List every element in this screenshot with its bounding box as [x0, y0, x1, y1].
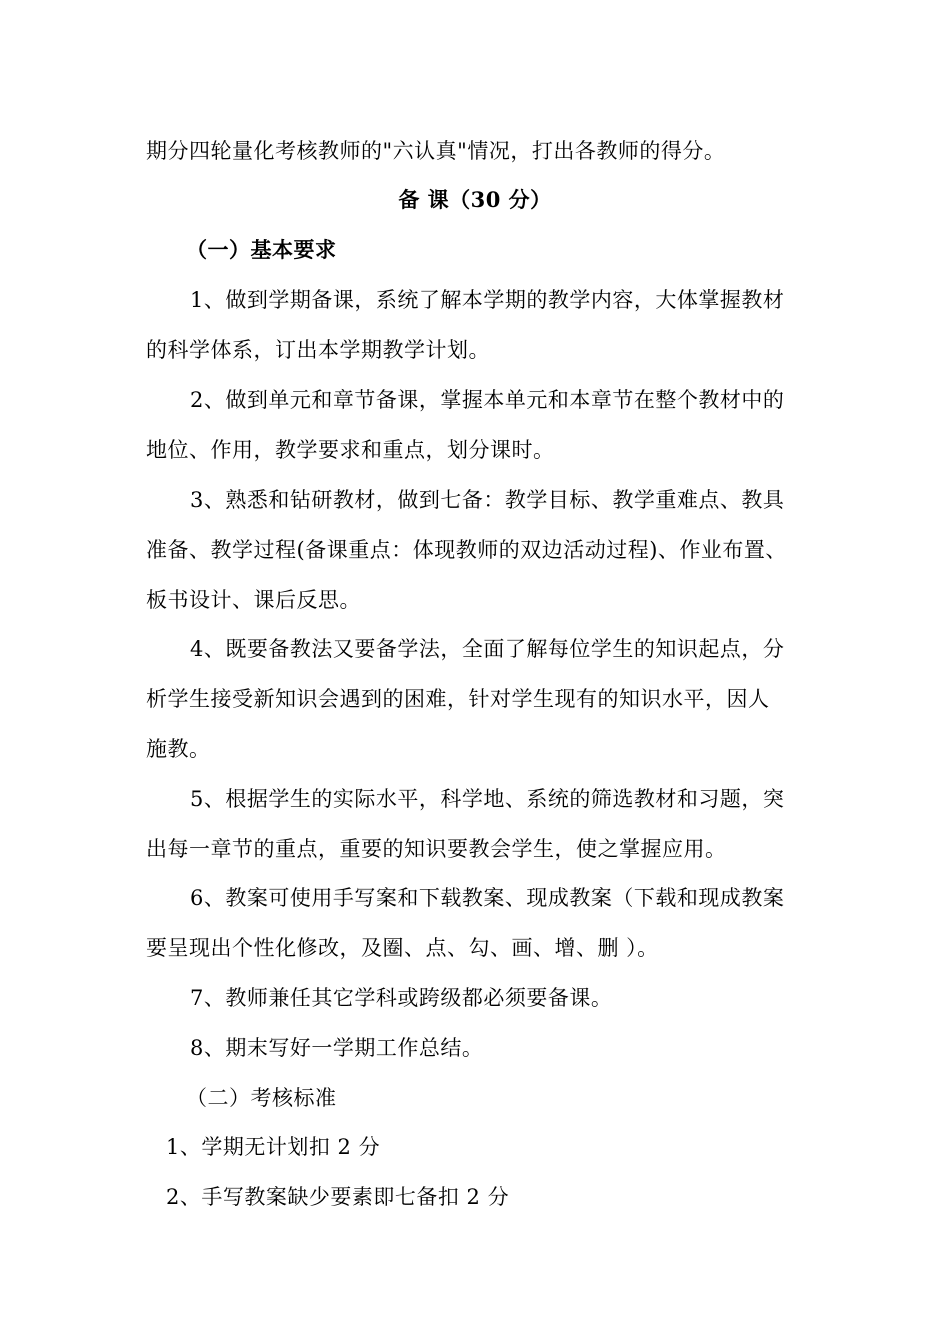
standard-1-line: 1、学期无计划扣 2 分	[166, 1135, 381, 1159]
requirement-6-line-2: 要呈现出个性化修改，及圈、点、勾、画、增、删 ）。	[146, 936, 659, 960]
requirement-6-line-1: 6、教案可使用手写案和下载教案、现成教案（下载和现成教案	[190, 886, 785, 910]
requirement-1-line-1: 1、做到学期备课，系统了解本学期的教学内容，大体掌握教材	[190, 288, 785, 312]
requirement-3-line-1: 3、熟悉和钻研教材，做到七备：教学目标、教学重难点、教具	[190, 488, 785, 512]
standard-2-line: 2、手写教案缺少要素即七备扣 2 分	[166, 1185, 510, 1209]
requirement-3-line-2: 准备、教学过程(备课重点：体现教师的双边活动过程)、作业布置、	[146, 538, 787, 562]
requirement-1-line-2: 的科学体系，订出本学期教学计划。	[146, 338, 490, 362]
requirement-5-line-2: 出每一章节的重点，重要的知识要教会学生，使之掌握应用。	[146, 837, 727, 861]
intro-line: 期分四轮量化考核教师的"六认真"情况，打出各教师的得分。	[146, 139, 726, 163]
basic-requirements-title: （一）基本要求	[186, 237, 337, 262]
requirement-4-line-3: 施教。	[146, 737, 211, 761]
section-heading: 备 课（30 分）	[398, 187, 552, 212]
requirement-2-line-2: 地位、作用，教学要求和重点，划分课时。	[146, 438, 555, 462]
requirement-2-line-1: 2、做到单元和章节备课，掌握本单元和本章节在整个教材中的	[190, 388, 785, 412]
requirement-3-line-3: 板书设计、课后反思。	[146, 588, 361, 612]
requirement-8-line-1: 8、期末写好一学期工作总结。	[190, 1036, 484, 1060]
requirement-7-line-1: 7、教师兼任其它学科或跨级都必须要备课。	[190, 986, 613, 1010]
requirement-4-line-1: 4、既要备教法又要备学法，全面了解每位学生的知识起点，分	[190, 637, 785, 661]
requirement-5-line-1: 5、根据学生的实际水平，科学地、系统的筛选教材和习题，突	[190, 787, 785, 811]
requirement-4-line-2: 析学生接受新知识会遇到的困难，针对学生现有的知识水平，因人	[146, 687, 770, 711]
assessment-standards-title: （二）考核标准	[186, 1086, 337, 1110]
